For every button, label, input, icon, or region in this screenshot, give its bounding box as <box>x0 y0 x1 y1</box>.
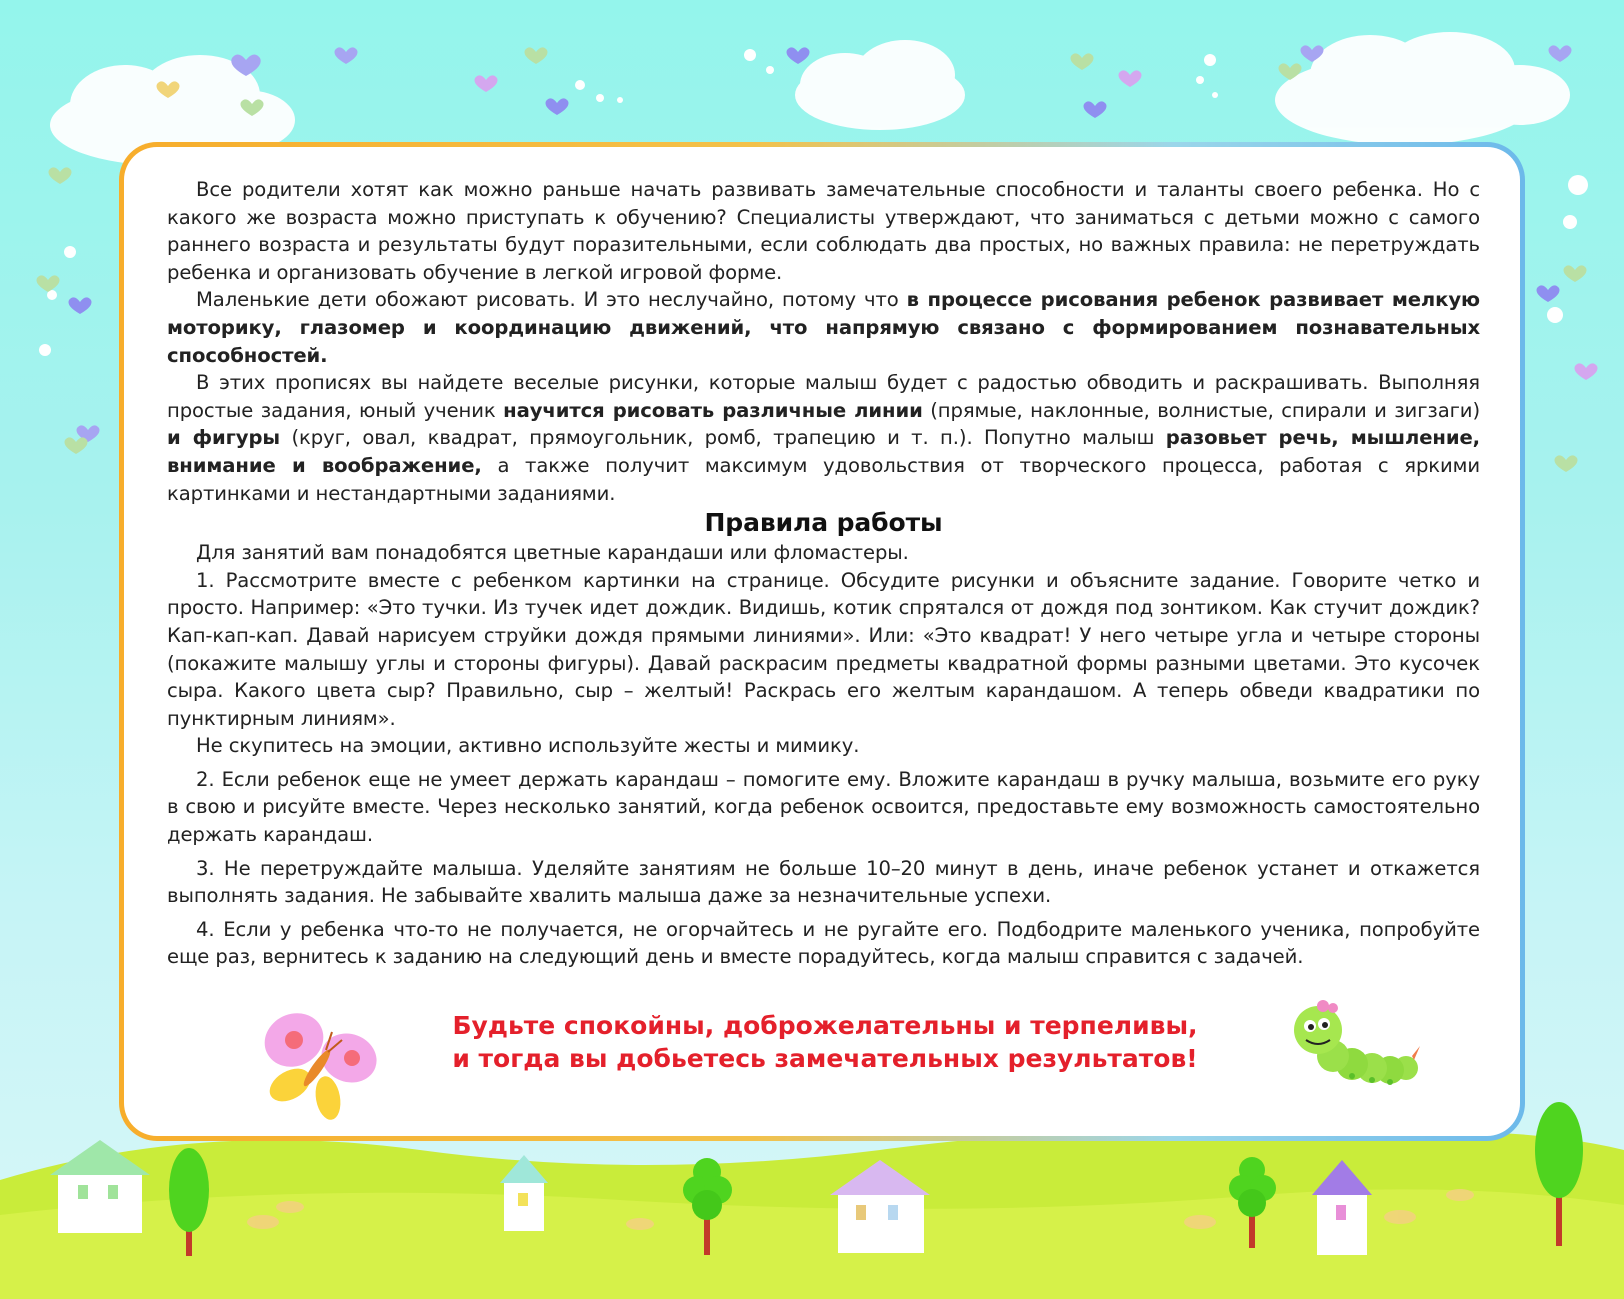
rule-1: 1. Рассмотрите вместе с ребенком картинки на странице. Обсудите рисунки и объясните задание. Говорите четко и просто. Например: «Это тучки. Из тучек идет дождик. Видишь, котик спрятался от дождя под зонтиком. Как стучит дождик? Кап-кап-кап. Давай нарисуем струйки дождя прямыми линиями». Или: «Это квадрат! У него четыре угла и четыре стороны (покажите малышу углы и стороны фигуры). Давай раскрасим предметы квадратной формы разными цветами. Это кусочек сыра. Какого цвета сыр? Правильно, сыр – желтый! Раскрась его желтым карандашом. А теперь обведи квадратики по пунктирным линиям». <box>167 568 1480 730</box>
heart-icon <box>1563 265 1586 282</box>
p3-bold-b: научится рисовать различные линии <box>503 398 923 422</box>
intro-paragraph-2-bold: в процессе рисования ребенок развивает мелкую моторику, глазомер и координацию движений, что напрямую связано с формированием познавательных способностей. <box>167 288 1480 367</box>
p3-text-c: (прямые, наклонные, волнистые, спирали и зигзаги) <box>922 398 1480 422</box>
cloud-center <box>795 40 965 130</box>
rule-2: 2. Если ребенок еще не умеет держать карандаш – помогите ему. Вложите карандаш в ручку малыша, возьмите его руку в свою и рисуйте вместе. Через несколько занятий, когда ребенок освоится, предоставьте ему возможность самостоятельно держать карандаш. <box>167 767 1480 847</box>
intro-paragraph-2 <box>167 286 1480 369</box>
instructions-text <box>167 176 1480 971</box>
heart-icon <box>1083 101 1106 118</box>
heart-icon <box>68 297 91 314</box>
heart-icon <box>1574 363 1597 380</box>
heart-icon <box>334 47 357 64</box>
intro-paragraph-2-text: Маленькие дети обожают рисовать. И это неслучайно, потому что <box>196 288 907 312</box>
heart-icon <box>64 437 87 454</box>
p3-text-g: а также получит максимум удовольствия от творческого процесса, работая с яркими картинками и нестандартными заданиями. <box>167 453 1480 505</box>
heart-icon <box>474 75 497 92</box>
p3-bold-f: разовьет речь, мышление, внимание и воображение, <box>167 426 1480 477</box>
heart-icon <box>36 275 59 292</box>
slogan-line-2: и тогда вы добьетесь замечательных результатов! <box>452 1044 1198 1073</box>
heart-icon <box>524 47 547 64</box>
rule-3: 3. Не перетруждайте малыша. Уделяйте занятиям не больше 10–20 минут в день, иначе ребенок устанет и откажется выполнять задания. Не забывайте хвалить малыша даже за незначительные успехи. <box>167 856 1480 908</box>
heart-icon <box>1554 455 1577 472</box>
rule-4: 4. Если у ребенка что-то не получается, не огорчайтесь и не ругайте его. Подбодрите маленького ученика, попробуйте еще раз, вернитесь к заданию на следующий день и вместе порадуйтесь, когда малыш справится с задачей. <box>167 917 1480 969</box>
intro-paragraph-3 <box>167 369 1480 507</box>
heart-icon <box>786 47 809 64</box>
heart-icon <box>1536 285 1559 302</box>
butterfly-illustration <box>262 1010 382 1125</box>
rules-intro: Для занятий вам понадобятся цветные карандаши или фломастеры. <box>196 541 909 565</box>
heart-icon <box>1070 53 1093 70</box>
caterpillar-illustration <box>1288 998 1422 1110</box>
slogan-line-1: Будьте спокойны, доброжелательны и терпеливы, <box>452 1011 1198 1040</box>
heart-icon <box>48 167 71 184</box>
heart-icon <box>545 98 568 115</box>
p3-text-e: (круг, овал, квадрат, прямоугольник, ромб, трапецию и т. п.). Попутно малыш <box>280 426 1166 450</box>
p3-text-a: В этих прописях вы найдете веселые рисунки, которые малыш будет с радостью обводить и раскрашивать. Выполняя простые задания, юный ученик <box>167 371 1480 422</box>
heart-icon <box>1548 45 1571 62</box>
p3-bold-d: и фигуры <box>167 426 280 450</box>
rule-1-note: Не скупитесь на эмоции, активно используйте жесты и мимику. <box>196 734 860 758</box>
section-heading: Правила работы <box>704 508 943 538</box>
intro-paragraph-1: Все родители хотят как можно раньше начать развивать замечательные способности и таланты своего ребенка. Но с какого же возраста можно приступать к обучению? Специалисты утверждают, что заниматься с детьми можно с самого раннего возраста и результаты будут поразительными, если соблюдать два простых, но важных правила: не перетруждать ребенка и организовать обучение в легкой игровой форме. <box>167 178 1480 284</box>
heart-icon <box>1118 70 1141 87</box>
slogan <box>420 1009 1230 1075</box>
